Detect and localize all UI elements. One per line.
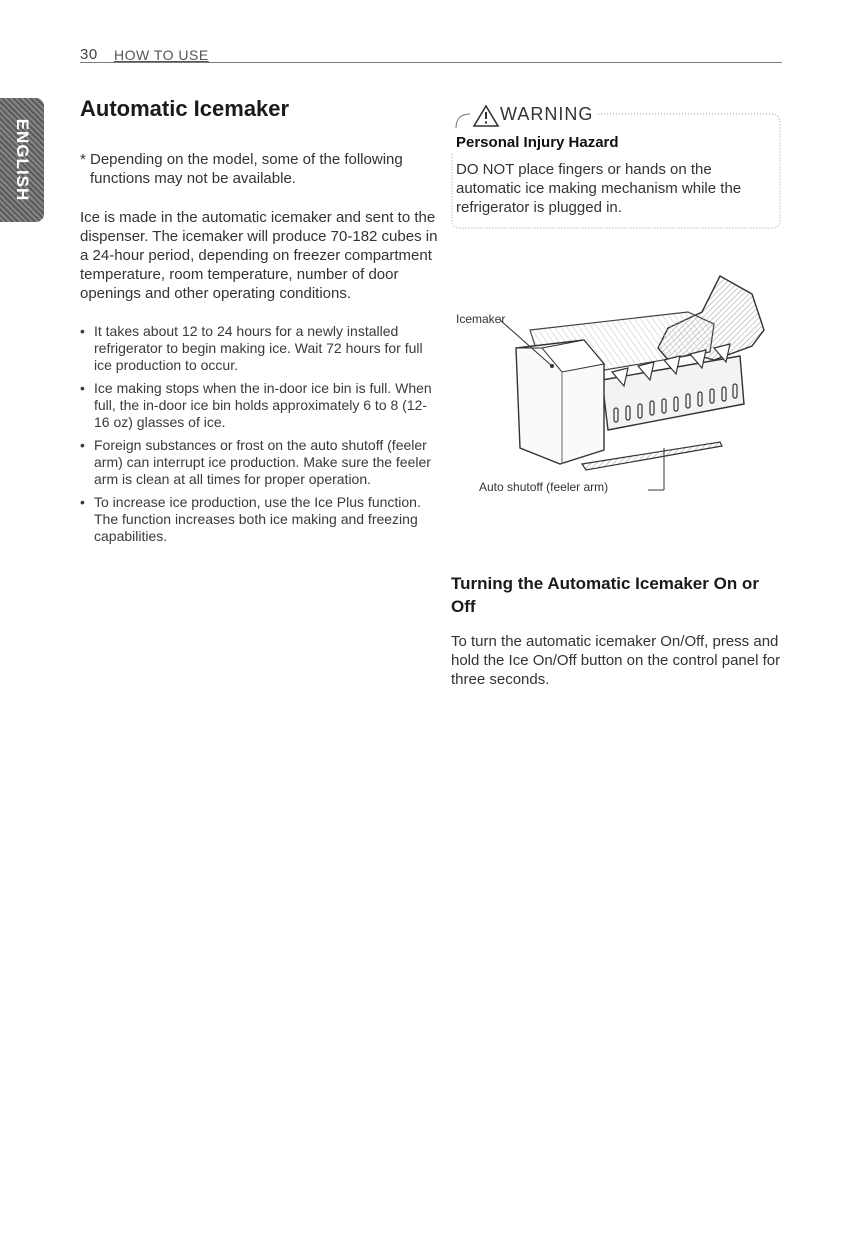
on-off-instructions: To turn the automatic icemaker On/Off, press and hold the Ice On/Off button on the control panel for three seconds. [451, 633, 781, 688]
intro-paragraph: Ice is made in the automatic icemaker and sent to the dispenser. The icemaker will produce 70-182 cubes in a 24-hour period, depending on freezer compartment temperature, room temperature, number of door openings and other operating conditions. [80, 209, 438, 302]
icemaker-label: Icemaker [456, 312, 506, 326]
icemaker-illustration [452, 268, 782, 508]
model-note: * Depending on the model, some of the following functions may not be available. [80, 151, 403, 187]
list-item-text: To increase ice production, use the Ice Plus function. The function increases both ice making and freezing capabilities. [94, 494, 421, 544]
icemaker-diagram [452, 268, 782, 508]
page-header [80, 46, 782, 63]
list-item-text: Ice making stops when the in-door ice bin is full. When full, the in-door ice bin holds approximately 6 to 8 (12-16 oz) glasses of ice. [94, 380, 432, 430]
subsection-title: Turning the Automatic Icemaker On or Off [451, 574, 759, 616]
bullet-dot: • [80, 323, 85, 339]
list-item [80, 494, 440, 545]
list-item-text: Foreign substances or frost on the auto shutoff (feeler arm) can interrupt ice production. Make sure the feeler arm is clean at all times for proper operation. [94, 437, 431, 487]
warning-triangle-icon [474, 106, 498, 126]
warning-subtitle: Personal Injury Hazard [456, 134, 619, 151]
page-number: 30 [80, 46, 98, 63]
right-column [451, 572, 782, 689]
language-tab [0, 98, 44, 222]
warning-title: WARNING [500, 104, 594, 124]
left-column [80, 96, 440, 551]
list-item [80, 323, 440, 374]
bullet-list [80, 323, 440, 545]
bullet-dot: • [80, 380, 85, 396]
list-item [80, 380, 440, 431]
auto-shutoff-label: Auto shutoff (feeler arm) [479, 480, 609, 494]
bullet-dot: • [80, 494, 85, 510]
section-title: Automatic Icemaker [80, 96, 290, 121]
section-label: HOW TO USE [114, 47, 209, 63]
warning-text: DO NOT place fingers or hands on the automatic ice making mechanism while the refrigerator is plugged in. [456, 161, 742, 216]
list-item-text: It takes about 12 to 24 hours for a newly installed refrigerator to begin making ice. Wait 72 hours for full ice production to occur. [94, 323, 423, 373]
list-item [80, 437, 440, 488]
bullet-dot: • [80, 437, 85, 453]
warning-box [450, 104, 782, 230]
language-tab-label: ENGLISH [13, 118, 32, 202]
